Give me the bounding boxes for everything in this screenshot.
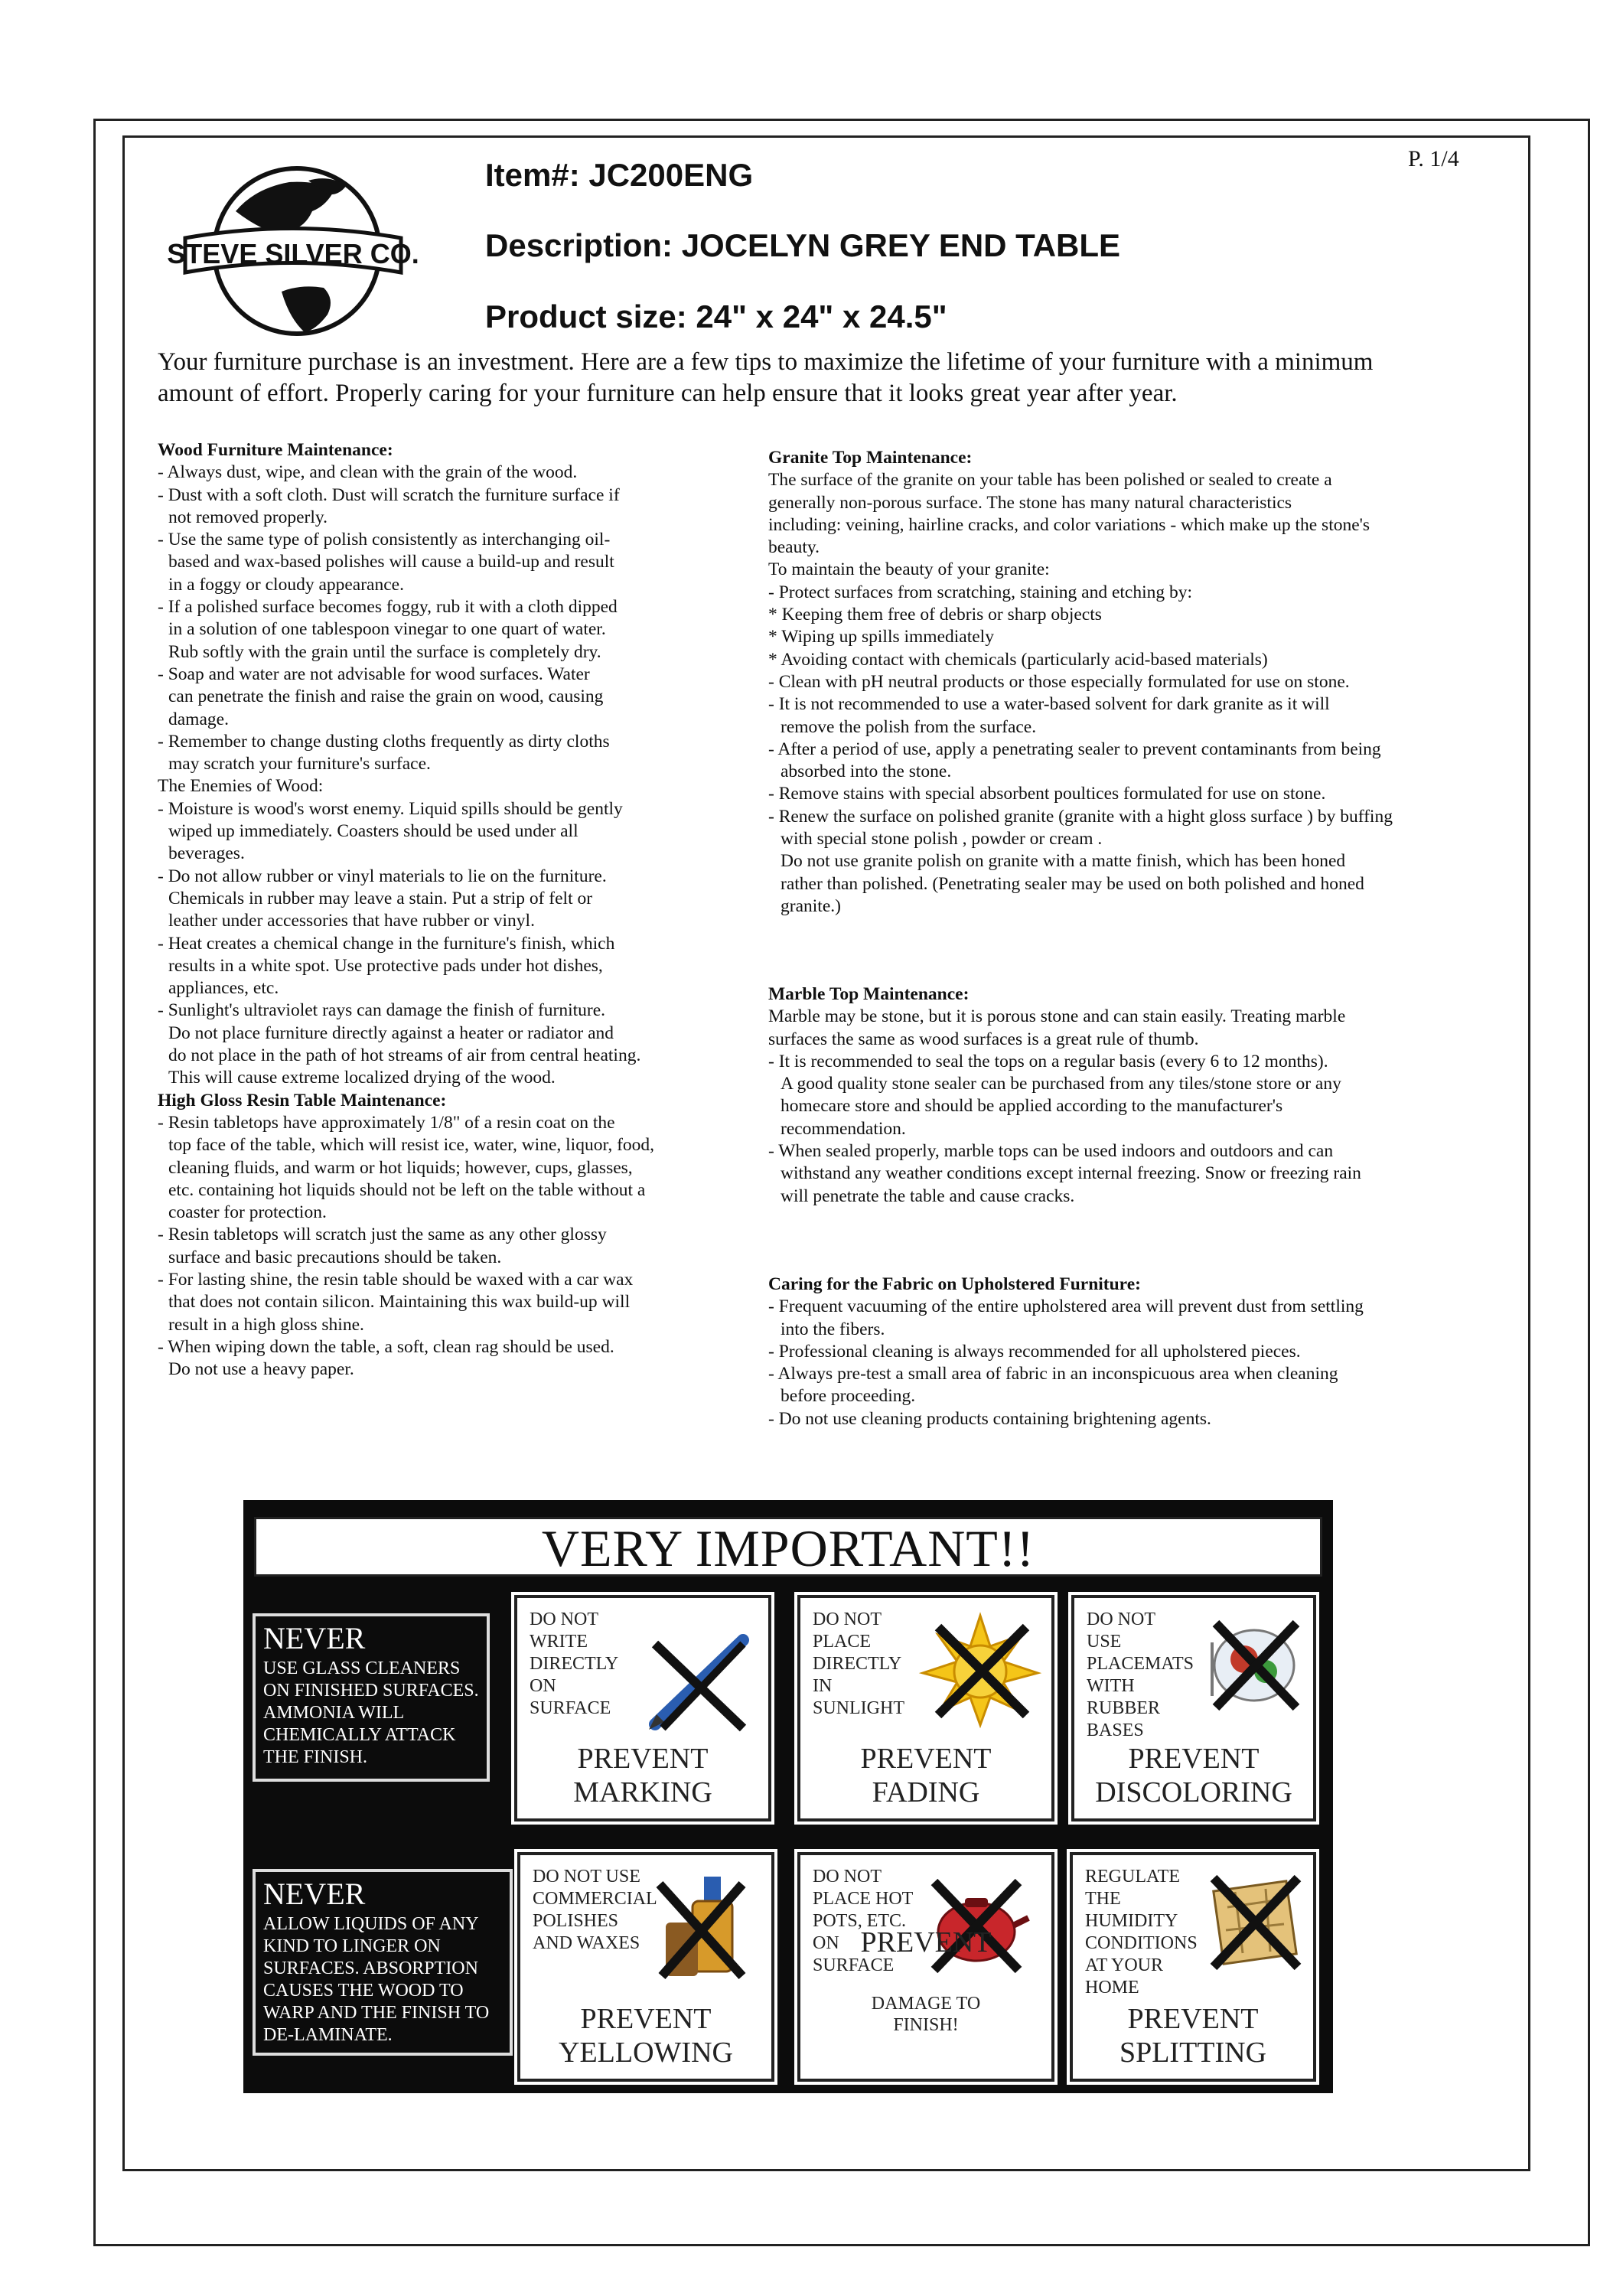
pen-icon <box>640 1629 754 1736</box>
text-line: before proceeding. <box>781 1386 916 1407</box>
text-line: surfaces the same as wood surfaces is a great rule of thumb. <box>768 1029 1199 1049</box>
section-heading: Marble Top Maintenance: <box>768 984 970 1004</box>
card-result: PREVENT FADING <box>860 1743 992 1808</box>
wood-care-column <box>158 439 654 1381</box>
text-line: rather than polished. (Penetrating sealer may be used on both polished and honed <box>781 873 1364 894</box>
text-line: Do not use granite polish on granite with a matte finish, which has been honed <box>781 851 1346 872</box>
text-line: granite.) <box>781 895 841 916</box>
text-line: * Avoiding contact with chemicals (particularly acid-based materials) <box>768 649 1268 670</box>
card-prevent-discoloring <box>1071 1595 1316 1821</box>
card-instruction: DO NOT PLACE HOT POTS, ETC. ON SURFACE <box>813 1867 914 1975</box>
card-result: PREVENT YELLOWING <box>559 2003 733 2069</box>
card-instruction: DO NOT USE PLACEMATS WITH RUBBER BASES <box>1087 1609 1194 1740</box>
text-line: beverages. <box>168 843 245 864</box>
section-heading: Wood Furniture Maintenance: <box>158 440 393 460</box>
card-result-line2: DAMAGE TO FINISH! <box>871 1994 981 2035</box>
section-heading: Caring for the Fabric on Upholstered Furniture: <box>768 1274 1141 1294</box>
never-body: ALLOW LIQUIDS OF ANY KIND TO LINGER ON SURFACES. ABSORPTION CAUSES THE WOOD TO WARP AND THE FINISH TO DE-LAMINATE. <box>263 1914 490 2045</box>
text-line: Do not place furniture directly against a heater or radiator and <box>168 1022 614 1043</box>
text-line: - Always pre-test a small area of fabric in an inconspicuous area when cleaning <box>768 1364 1338 1384</box>
card-result <box>800 1892 1051 2069</box>
text-line: - Remove stains with special absorbent poultices formulated for use on stone. <box>768 784 1326 804</box>
text-line: appliances, etc. <box>168 978 279 999</box>
text-line: coaster for protection. <box>168 1202 327 1223</box>
text-line: To maintain the beauty of your granite: <box>768 559 1050 580</box>
text-line: Do not use a heavy paper. <box>168 1359 354 1380</box>
text-line: - Heat creates a chemical change in the furniture's finish, which <box>158 933 615 954</box>
card-prevent-fading <box>797 1595 1054 1821</box>
text-line: withstand any weather conditions except internal freezing. Snow or freezing rain <box>781 1163 1361 1184</box>
text-line: based and wax-based polishes will cause a build-up and result <box>168 552 614 572</box>
section-heading: High Gloss Resin Table Maintenance: <box>158 1090 447 1110</box>
text-line: The Enemies of Wood: <box>158 776 324 797</box>
text-line: recommendation. <box>781 1118 906 1139</box>
text-line: - Always dust, wipe, and clean with the grain of the wood. <box>158 462 578 483</box>
text-line: damage. <box>168 709 229 729</box>
text-line: with special stone polish , powder or cream . <box>781 829 1103 850</box>
text-line: - Clean with pH neutral products or those especially formulated for use on stone. <box>768 671 1350 692</box>
text-line: absorbed into the stone. <box>781 762 952 782</box>
text-line: - If a polished surface becomes foggy, rub it with a cloth dipped <box>158 597 618 618</box>
text-line: A good quality stone sealer can be purchased from any tiles/stone store or any <box>781 1074 1341 1094</box>
text-line: leather under accessories that have rubber or vinyl. <box>168 911 535 931</box>
text-line: etc. containing hot liquids should not be left on the table without a <box>168 1179 646 1200</box>
text-line: - After a period of use, apply a penetrating sealer to prevent contaminants from being <box>768 739 1381 759</box>
text-line: into the fibers. <box>781 1319 885 1339</box>
card-result-line1: PREVENT <box>860 1926 992 1958</box>
text-line: - It is recommended to seal the tops on a regular basis (every 6 to 12 months). <box>768 1051 1328 1071</box>
intro-paragraph: Your furniture purchase is an investment. Here are a few tips to maximize the lifetime of your furniture with a minimum amount of effort. Properly caring for your furniture can help ensure that it looks great year after year. <box>158 348 1374 407</box>
text-line: beauty. <box>768 537 820 558</box>
text-line: Rub softly with the grain until the surface is completely dry. <box>168 641 601 662</box>
text-line: This will cause extreme localized drying of the wood. <box>168 1068 556 1088</box>
text-line: results in a white spot. Use protective pads under hot dishes, <box>168 955 603 976</box>
text-line: - Protect surfaces from scratching, staining and etching by: <box>768 582 1193 602</box>
text-line: generally non-porous surface. The stone has many natural characteristics <box>768 492 1292 513</box>
text-line: do not place in the path of hot streams of air from central heating. <box>168 1045 641 1066</box>
card-prevent-damage <box>797 1852 1054 2082</box>
plate-icon <box>1204 1612 1304 1719</box>
text-line: - Resin tabletops have approximately 1/8" of a resin coat on the <box>158 1112 615 1133</box>
card-instruction: DO NOT USE COMMERCIAL POLISHES AND WAXES <box>533 1867 657 1953</box>
text-line: - When wiping down the table, a soft, clean rag should be used. <box>158 1336 614 1357</box>
granite-care-section <box>768 447 1393 918</box>
never-liquids-box <box>253 1869 513 2056</box>
text-line: - Use the same type of polish consistently as interchanging oil- <box>158 530 611 550</box>
text-line: in a solution of one tablespoon vinegar to one quart of water. <box>168 619 606 640</box>
never-body: USE GLASS CLEANERS ON FINISHED SURFACES. AMMONIA WILL CHEMICALLY ATTACK THE FINISH. <box>263 1658 479 1767</box>
text-line: - When sealed properly, marble tops can be used indoors and outdoors and can <box>768 1141 1334 1162</box>
text-line: homecare store and should be applied according to the manufacturer's <box>781 1096 1283 1117</box>
text-line: - Professional cleaning is always recommended for all upholstered pieces. <box>768 1341 1301 1362</box>
text-line: not removed properly. <box>168 507 328 527</box>
text-line: result in a high gloss shine. <box>168 1314 364 1335</box>
text-line: can penetrate the finish and raise the grain on wood, causing <box>168 687 604 707</box>
text-line: - Sunlight's ultraviolet rays can damage the finish of furniture. <box>158 1000 606 1021</box>
card-prevent-yellowing <box>517 1852 774 2082</box>
text-line: top face of the table, which will resist ice, water, wine, liquor, food, <box>168 1135 655 1156</box>
text-line: including: veining, hairline cracks, and color variations - which make up the stone's <box>768 514 1370 535</box>
text-line: will penetrate the table and cause cracks. <box>781 1186 1075 1206</box>
card-instruction: REGULATE THE HUMIDITY CONDITIONS AT YOUR HOME <box>1085 1867 1198 1998</box>
sun-icon <box>915 1612 1045 1727</box>
text-line: Marble may be stone, but it is porous stone and can stain easily. Treating marble <box>768 1006 1346 1027</box>
text-line: wiped up immediately. Coasters should be used under all <box>168 821 578 842</box>
page-number: P. 1/4 <box>1408 146 1459 171</box>
text-line: cleaning fluids, and warm or hot liquids; however, cups, glasses, <box>168 1157 633 1178</box>
text-line: * Wiping up spills immediately <box>768 627 994 647</box>
text-line: The surface of the granite on your table has been polished or sealed to create a <box>768 470 1332 491</box>
cracked-wood-icon <box>1204 1869 1304 1976</box>
fabric-care-section <box>768 1274 1364 1430</box>
product-size: Product size: 24" x 24" x 24.5" <box>485 298 947 334</box>
card-instruction: DO NOT PLACE DIRECTLY IN SUNLIGHT <box>813 1609 904 1718</box>
never-title: NEVER <box>263 1877 366 1911</box>
text-line: - Do not use cleaning products containing brightening agents. <box>768 1408 1211 1429</box>
card-prevent-splitting <box>1070 1852 1316 2082</box>
text-line: - Soap and water are not advisable for wood surfaces. Water <box>158 664 590 684</box>
text-line: that does not contain silicon. Maintaining this wax build-up will <box>168 1292 631 1313</box>
polish-bottle-icon <box>650 1869 750 1984</box>
card-result: PREVENT MARKING <box>573 1743 712 1808</box>
card-prevent-marking <box>514 1595 771 1821</box>
text-line: - Resin tabletops will scratch just the same as any other glossy <box>158 1225 607 1245</box>
text-line: - Frequent vacuuming of the entire upholstered area will prevent dust from settling <box>768 1296 1364 1317</box>
text-line: * Keeping them free of debris or sharp objects <box>768 605 1102 625</box>
text-line: - Remember to change dusting cloths frequently as dirty cloths <box>158 731 610 752</box>
text-line: - Renew the surface on polished granite (granite with a hight gloss surface ) by buffing <box>768 806 1393 827</box>
card-instruction: DO NOT WRITE DIRECTLY ON SURFACE <box>530 1609 619 1718</box>
very-important-panel <box>243 1500 1333 2093</box>
never-glass-cleaners-box <box>253 1613 490 1782</box>
product-description: Description: JOCELYN GREY END TABLE <box>485 227 1121 263</box>
marble-care-section <box>768 983 1361 1208</box>
text-line: - Moisture is wood's worst enemy. Liquid spills should be gently <box>158 798 623 819</box>
card-result: PREVENT DISCOLORING <box>1095 1743 1292 1808</box>
very-important-banner: VERY IMPORTANT!! <box>254 1517 1322 1577</box>
text-line: - Dust with a soft cloth. Dust will scratch the furniture surface if <box>158 484 620 505</box>
text-line: - It is not recommended to use a water-based solvent for dark granite as it will <box>768 694 1330 715</box>
item-number: Item#: JC200ENG <box>485 157 754 193</box>
logo-text: STEVE SILVER CO. <box>167 238 419 269</box>
text-line: may scratch your furniture's surface. <box>168 754 431 775</box>
never-title: NEVER <box>263 1621 366 1655</box>
card-result: PREVENT SPLITTING <box>1119 2003 1267 2069</box>
text-line: remove the polish from the surface. <box>781 716 1037 737</box>
text-line: in a foggy or cloudy appearance. <box>168 574 404 595</box>
steve-silver-logo <box>167 158 419 341</box>
text-line: Chemicals in rubber may leave a stain. Put a strip of felt or <box>168 888 593 908</box>
text-line: surface and basic precautions should be taken. <box>168 1247 502 1267</box>
text-line: - For lasting shine, the resin table should be waxed with a car wax <box>158 1269 634 1290</box>
section-heading: Granite Top Maintenance: <box>768 448 973 468</box>
text-line: - Do not allow rubber or vinyl materials to lie on the furniture. <box>158 866 607 886</box>
